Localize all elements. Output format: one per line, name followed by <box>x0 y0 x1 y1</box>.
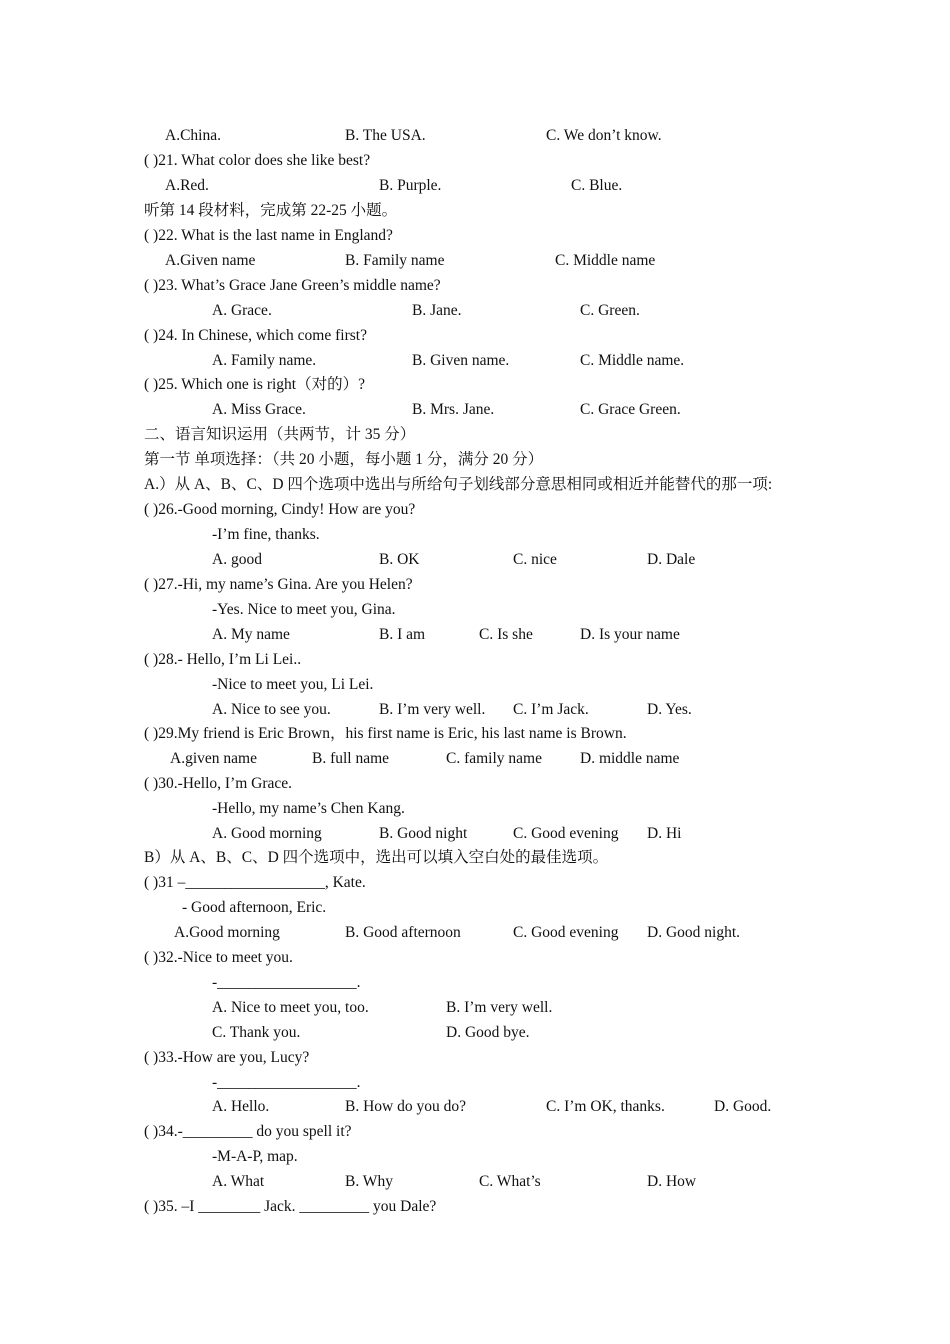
option-text: A. Miss Grace. <box>212 401 306 418</box>
option-text: D. Good bye. <box>446 1024 530 1041</box>
option-text: A. My name <box>212 626 290 643</box>
option-text: C. family name <box>446 750 542 767</box>
option-text: B. How do you do? <box>345 1098 466 1115</box>
option-text: B. full name <box>312 750 390 767</box>
text-line: 第一节 单项选择：（共 20 小题，每小题 1 分，满分 20 分） <box>144 451 544 468</box>
text-line: -__________________. <box>212 974 361 991</box>
option-text: B. I’m very well. <box>446 999 553 1016</box>
option-text: C. I’m OK, thanks. <box>546 1098 665 1115</box>
option-text: A.Red. <box>165 177 209 194</box>
option-text: B. Jane. <box>412 302 462 319</box>
text-line: -Nice to meet you, Li Lei. <box>212 676 374 693</box>
text-line: ( )30.-Hello, I’m Grace. <box>144 775 293 792</box>
option-text: B. Good afternoon <box>345 924 461 941</box>
option-text: B. I am <box>379 626 426 643</box>
text-line: ( )28.- Hello, I’m Li Lei.. <box>144 651 302 668</box>
text-line: B）从 A、B、C、D 四个选项中，选出可以填入空白处的最佳选项。 <box>144 849 609 866</box>
option-text: B. Family name <box>345 252 445 269</box>
text-line: -M-A-P, map. <box>212 1148 298 1165</box>
option-text: C. We don’t know. <box>546 127 662 144</box>
option-text: A. good <box>212 551 262 568</box>
text-line: - Good afternoon, Eric. <box>182 899 327 916</box>
text-line: A.）从 A、B、C、D 四个选项中选出与所给句子划线部分意思相同或相近并能替代的那一项: <box>144 476 773 493</box>
option-text: A. Nice to meet you, too. <box>212 999 369 1016</box>
option-text: D. Good night. <box>647 924 740 941</box>
text-line: ( )26.-Good morning, Cindy! How are you? <box>144 501 416 518</box>
option-text: A. Family name. <box>212 352 317 369</box>
text-line: ( )24. In Chinese, which come first? <box>144 327 367 344</box>
option-text: D. Good. <box>714 1098 772 1115</box>
option-text: C. Is she <box>479 626 533 643</box>
option-text: A.Good morning <box>174 924 280 941</box>
option-text: A.China. <box>165 127 221 144</box>
option-text: C. I’m Jack. <box>513 701 589 718</box>
text-line: ( )32.-Nice to meet you. <box>144 949 293 966</box>
text-line: ( )27.-Hi, my name’s Gina. Are you Helen? <box>144 576 413 593</box>
text-line: ( )33.-How are you, Lucy? <box>144 1049 310 1066</box>
option-text: B. OK <box>379 551 420 568</box>
option-text: C. Good evening <box>513 825 619 842</box>
text-line: -Hello, my name’s Chen Kang. <box>212 800 405 817</box>
option-text: D. Hi <box>647 825 682 842</box>
option-text: B. The USA. <box>345 127 426 144</box>
option-text: C. Blue. <box>571 177 623 194</box>
option-text: A. Hello. <box>212 1098 270 1115</box>
text-line: ( )31 –__________________, Kate. <box>144 874 366 891</box>
option-text: C. Middle name. <box>580 352 685 369</box>
text-line: -I’m fine, thanks. <box>212 526 320 543</box>
option-text: B. Given name. <box>412 352 510 369</box>
option-text: D. Yes. <box>647 701 692 718</box>
option-text: C. Good evening <box>513 924 619 941</box>
option-text: A. Nice to see you. <box>212 701 331 718</box>
option-text: C. Grace Green. <box>580 401 681 418</box>
option-text: C. What’s <box>479 1173 541 1190</box>
text-line: 二、语言知识运用（共两节，计 35 分） <box>144 426 416 443</box>
option-text: B. I’m very well. <box>379 701 486 718</box>
text-line: ( )21. What color does she like best? <box>144 152 371 169</box>
option-text: B. Purple. <box>379 177 442 194</box>
option-text: C. Green. <box>580 302 640 319</box>
text-line: ( )35. –I ________ Jack. _________ you Dale? <box>144 1198 437 1215</box>
option-text: B. Mrs. Jane. <box>412 401 495 418</box>
text-line: ( )34.-_________ do you spell it? <box>144 1123 352 1140</box>
option-text: D. Dale <box>647 551 696 568</box>
option-text: C. Middle name <box>555 252 656 269</box>
text-line: -__________________. <box>212 1074 361 1091</box>
option-text: C. Thank you. <box>212 1024 301 1041</box>
option-text: D. middle name <box>580 750 680 767</box>
text-line: ( )22. What is the last name in England? <box>144 227 393 244</box>
option-text: B. Good night <box>379 825 468 842</box>
text-line: 听第 14 段材料，完成第 22-25 小题。 <box>144 202 398 219</box>
text-line: ( )25. Which one is right（对的）? <box>144 376 365 393</box>
option-text: B. Why <box>345 1173 393 1190</box>
option-text: A.Given name <box>165 252 256 269</box>
option-text: C. nice <box>513 551 557 568</box>
option-text: D. How <box>647 1173 697 1190</box>
option-text: A. Good morning <box>212 825 322 842</box>
option-text: A.given name <box>170 750 257 767</box>
option-text: A. What <box>212 1173 265 1190</box>
text-line: -Yes. Nice to meet you, Gina. <box>212 601 396 618</box>
text-line: ( )23. What’s Grace Jane Green’s middle name? <box>144 277 441 294</box>
text-line: ( )29.My friend is Eric Brown，his first name is Eric, his last name is Brown. <box>144 725 627 742</box>
option-text: D. Is your name <box>580 626 680 643</box>
option-text: A. Grace. <box>212 302 272 319</box>
